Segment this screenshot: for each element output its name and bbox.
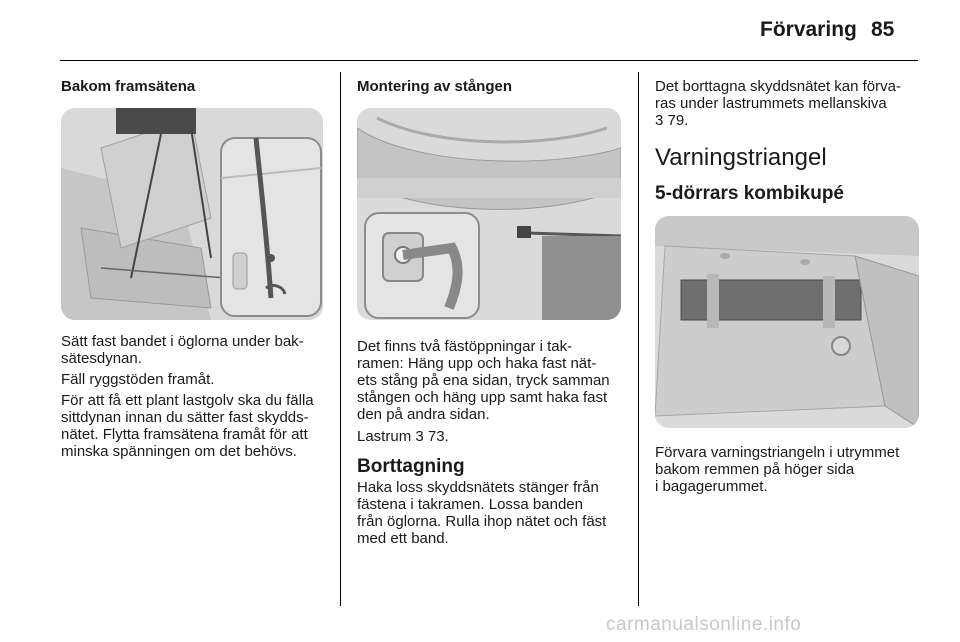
page-number: 85 xyxy=(871,18,895,41)
watermark: carmanualsonline.info xyxy=(606,614,802,635)
paragraph-mounting-points: Det finns två fästöppningar i tak- ramen: Häng upp och haka fast nät- ets stång på ena sidan, tryck samman stången och häng upp samt haka fast den på andra sidan. xyxy=(357,338,610,423)
section-heading-mounting-rod: Montering av stången xyxy=(357,78,513,95)
illustration-rear-seat-strap xyxy=(61,108,323,320)
illustration-warning-triangle-storage xyxy=(655,216,919,428)
paragraph-flat-floor: För att få ett plant lastgolv ska du fälla sittdynan innan du sätter fast skydds- nätet. Flytta framsätena framåt för att minska spänningen om det behövs. xyxy=(61,392,314,460)
paragraph-removal: Haka loss skyddsnätets stänger från fästena i takramen. Lossa banden från öglorna. Rulla ihop nätet och fäst med ett band. xyxy=(357,479,607,547)
paragraph-fold-backrests: Fäll ryggstöden framåt. xyxy=(61,371,215,388)
reference-page: 79. xyxy=(667,112,689,129)
subheading-5-door-hatchback: 5-dörrars kombikupé xyxy=(655,183,844,204)
column-divider-1 xyxy=(340,72,341,606)
page-ref-arrow-icon: 3 xyxy=(415,428,424,445)
reference-cargo-space xyxy=(357,428,621,445)
reference-page: 73. xyxy=(427,428,449,445)
page-header-title: Förvaring xyxy=(760,18,857,41)
column-3 xyxy=(655,72,919,495)
header-rule xyxy=(60,60,918,61)
paragraph-storage-of-net xyxy=(655,78,919,129)
section-heading-behind-front-seats: Bakom framsätena xyxy=(61,78,196,95)
section-heading-removal: Borttagning xyxy=(357,456,465,477)
intro-text: Det borttagna skyddsnätet kan förva- ras under lastrummets mellanskiva xyxy=(655,78,901,112)
illustration-rod-mounting xyxy=(357,108,621,320)
paragraph-attach-strap: Sätt fast bandet i öglorna under bak- sätesdynan. xyxy=(61,333,304,367)
paragraph-store-triangle: Förvara varningstriangeln i utrymmet bakom remmen på höger sida i bagagerummet. xyxy=(655,444,900,495)
column-divider-2 xyxy=(638,72,639,606)
column-1 xyxy=(61,72,323,460)
section-heading-warning-triangle: Varningstriangel xyxy=(655,144,827,171)
reference-label: Lastrum xyxy=(357,428,412,445)
page-ref-arrow-icon: 3 xyxy=(655,112,664,129)
column-2 xyxy=(357,72,621,547)
